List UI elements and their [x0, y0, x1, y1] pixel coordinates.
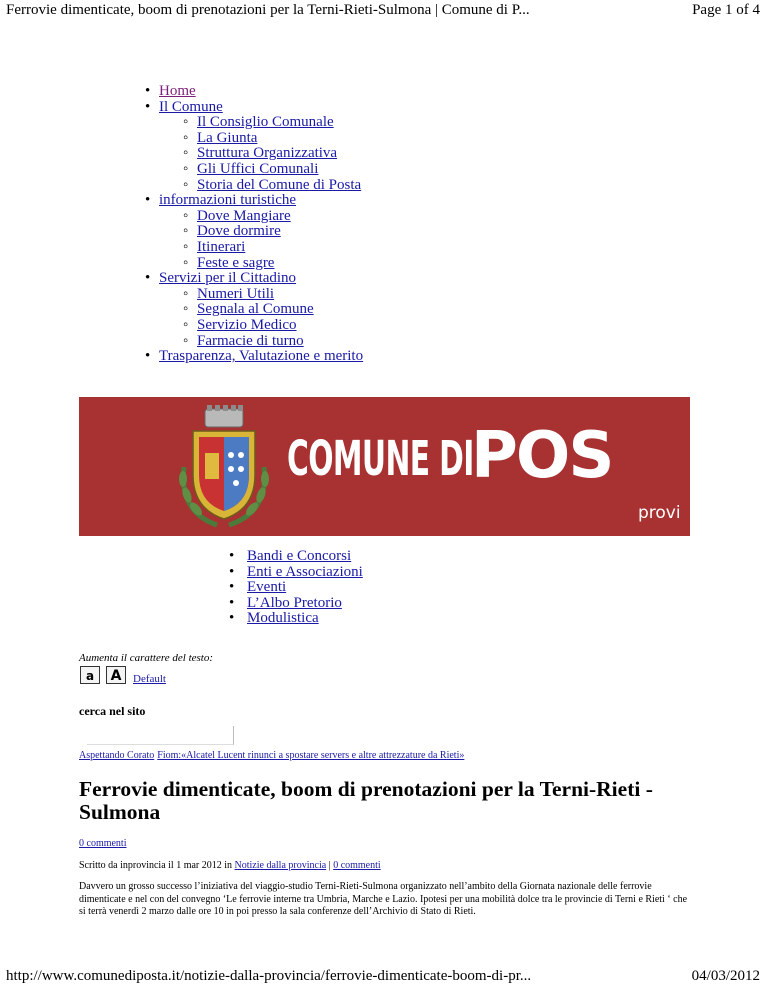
nav-link-numeri[interactable]: Numeri Utili	[197, 285, 275, 302]
print-header	[0, 0, 768, 22]
print-date: 04/03/2012	[691, 968, 760, 984]
category-link[interactable]: Notizie dalla provincia	[234, 860, 327, 871]
increase-font-button[interactable]: A	[106, 666, 126, 684]
nav-item-home	[145, 84, 363, 100]
secnav-link-eventi[interactable]: Eventi	[247, 579, 287, 596]
article-body: Davvero un grosso successo l’iniziativa del viaggio-studio Terni-Rieti-Sulmona organizzato nell’ambito della Giornata nazionale delle ferrovie dimenticate e nel con del convegno ‘Le ferrovie interne tra Umbria, Marche e Lazio. Ipotesi per una mobilità dolce tra le provincie di Terni e Rieti ‘ che si terrà venerdì 2 marzo dalle ore 10 in poi presso la sala conferenze dell’Archivio di Stato di Rieti.	[79, 881, 688, 917]
secnav-link-bandi[interactable]: Bandi e Concorsi	[247, 548, 352, 564]
byline-text: Scritto da inprovincia il 1 mar 2012 in	[79, 860, 233, 871]
post-navigation	[79, 750, 464, 761]
nav-link-comune[interactable]: Il Comune	[159, 98, 223, 115]
secnav-link-enti[interactable]: Enti e Associazioni	[247, 563, 363, 580]
main-nav	[145, 84, 363, 365]
nav-link-medico[interactable]: Servizio Medico	[197, 316, 297, 333]
font-size-label: Aumenta il carattere del testo:	[79, 652, 214, 664]
nav-link-feste[interactable]: Feste e sagre	[197, 254, 275, 271]
nav-link-mangiare[interactable]: Dove Mangiare	[197, 207, 291, 224]
nav-link-turismo[interactable]: informazioni turistiche	[159, 192, 297, 209]
nav-link-itinerari[interactable]: Itinerari	[197, 238, 246, 255]
nav-link-trasparenza[interactable]: Trasparenza, Valutazione e merito	[159, 348, 364, 365]
print-page-title: Ferrovie dimenticate, boom di prenotazioni per la Terni-Rieti-Sulmona | Comune di P...	[6, 2, 530, 18]
nav-item-comune	[145, 100, 363, 194]
nav-link-storia[interactable]: Storia del Comune di Posta	[197, 176, 362, 193]
nav-link-struttura[interactable]: Struttura Organizzativa	[197, 145, 338, 162]
nav-link-consiglio[interactable]: Il Consiglio Comunale	[197, 114, 334, 131]
prev-post-link[interactable]: Aspettando Corato	[79, 750, 155, 761]
default-font-link[interactable]: Default	[133, 673, 166, 685]
coat-of-arms-icon	[79, 397, 269, 536]
nav-link-servizi[interactable]: Servizi per il Cittadino	[159, 270, 297, 287]
print-footer	[0, 966, 768, 990]
article-title: Ferrovie dimenticate, boom di prenotazioni per la Terni-Rieti -Sulmona	[79, 777, 653, 824]
nav-link-uffici[interactable]: Gli Uffici Comunali	[197, 160, 319, 177]
banner-text-left: COMUNE DI	[287, 431, 474, 487]
nav-item-trasparenza	[145, 349, 363, 365]
secnav-link-modulistica[interactable]: Modulistica	[247, 610, 319, 627]
site-banner[interactable]	[79, 397, 690, 536]
article-byline	[79, 860, 381, 871]
nav-link-segnala[interactable]: Segnala al Comune	[197, 301, 314, 318]
search-label: cerca nel sito	[79, 704, 146, 718]
nav-link-home[interactable]: Home	[159, 83, 196, 99]
search-input[interactable]	[87, 726, 234, 745]
nav-link-dormire[interactable]: Dove dormire	[197, 223, 281, 240]
nav-link-farmacie[interactable]: Farmacie di turno	[197, 332, 304, 349]
secondary-nav	[229, 549, 363, 627]
byline-separator: |	[328, 860, 331, 871]
nav-item-servizi	[145, 271, 363, 349]
print-page-number: Page 1 of 4	[692, 2, 760, 18]
print-url: http://www.comunediposta.it/notizie-dalla-provincia/ferrovie-dimenticate-boom-di-pr...	[6, 968, 532, 984]
next-post-link[interactable]: Fiom:«Alcatel Lucent rinunci a spostare servers e altre attrezzature da Rieti»	[157, 750, 465, 761]
secnav-link-albo[interactable]: L’Albo Pretorio	[247, 594, 342, 611]
byline-comments-link[interactable]: 0 commenti	[333, 860, 381, 871]
comments-link[interactable]: 0 commenti	[79, 838, 127, 849]
decrease-font-button[interactable]: a	[80, 666, 100, 684]
banner-subtitle: provi	[638, 503, 681, 523]
nav-item-turismo	[145, 193, 363, 271]
nav-link-giunta[interactable]: La Giunta	[197, 129, 258, 146]
banner-text-right: POS	[471, 419, 613, 493]
